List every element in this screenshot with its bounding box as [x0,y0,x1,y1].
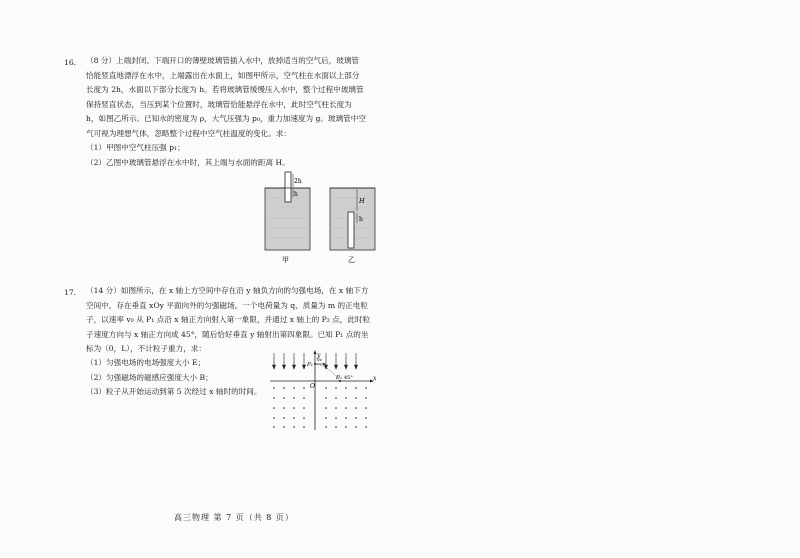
field-arrow [355,353,358,369]
q16-line: 气可视为理想气体，忽略整个过程中空气柱温度的变化。求： [86,128,292,138]
tube-a [285,172,291,202]
q16-sub1: （1）甲图中空气柱压强 p₁； [86,143,185,152]
q16-line: （8 分）上端封闭、下端开口的薄壁玻璃管插入水中，放掉适当的空气后，玻璃管 [86,56,360,65]
label-P1: P₁ [307,362,313,368]
label-2h: 2h [294,178,302,185]
q17-line: 子，以速率 v₀ 从 P₁ 点沿 x 轴正方向射入第一象限，并通过 x 轴上的 P₂ 点，此时粒 [86,315,371,324]
label-P2: P₂ [336,375,342,381]
q16-figure [255,168,385,266]
field-arrow [345,353,348,369]
caption-b: 乙 [348,256,355,264]
q17-line: 标为（0，L），不计粒子重力，求： [86,344,206,353]
q17-line: 子速度方向与 x 轴正方向成 45°，随后恰好垂直 y 轴射出第四象限。已知 P₁ 点的坐 [86,329,369,339]
q16-line: 长度为 2h，水面以下部分长度为 h。若将玻璃管缓慢压入水中，整个过程中玻璃管 [86,85,364,94]
label-45: 45° [344,375,353,381]
field-arrow [273,353,276,369]
label-O: O [310,383,315,390]
field-arrow [303,353,306,369]
q16-line: 保持竖直状态，当压到某个位置时，玻璃管恰能悬浮在水中，此时空气柱长度为 [86,99,352,109]
q17-line: 空间中，存在垂直 xOy 平面向外的匀强磁场。一个电荷量为 q、质量为 m 的正电粒 [86,300,368,310]
label-x: x [373,375,377,382]
q17-sub2: （2）匀强磁场的磁感应强度大小 B； [86,372,213,382]
tube-b [348,212,354,248]
label-h-a: h [294,191,298,198]
label-y: y [317,352,321,359]
q16-sub2: （2）乙图中玻璃管悬浮在水中时，其上端与水面的距离 H。 [86,157,290,167]
label-h-b: h [359,216,363,223]
q16-subquestions [86,141,406,170]
q16-line: h，如图乙所示。已知水的密度为 ρ，大气压强为 p₀，重力加速度为 g。玻璃管中空 [86,114,366,123]
field-arrow [335,353,338,369]
label-v0: v₀ [317,357,322,363]
magnetic-field-dots [273,387,367,428]
field-arrow [283,353,286,369]
field-arrow [325,353,328,369]
q17-line: （14 分）如图所示，在 x 轴上方空间中存在沿 y 轴负方向的匀强电场，在 x 轴下方 [86,286,369,295]
q16-number: 16. [64,58,77,67]
q17-sub1: （1）匀强电场的电场强度大小 E； [86,358,206,367]
caption-a: 甲 [282,256,289,264]
label-H: H [359,197,365,205]
q17-number: 17. [64,288,77,297]
field-arrow [293,353,296,369]
q16-text [86,54,406,141]
q17-text [86,284,406,357]
q17-sub3: （3）粒子从开始运动到第 5 次经过 x 轴时的时间。 [86,387,262,396]
q16-line: 恰能竖直地漂浮在水中，上端露出在水面上，如图甲所示，空气柱在水面以上部分 [86,70,360,80]
page-footer: 高三物理 第 7 页（共 8 页） [174,513,294,522]
q17-figure [268,350,380,432]
